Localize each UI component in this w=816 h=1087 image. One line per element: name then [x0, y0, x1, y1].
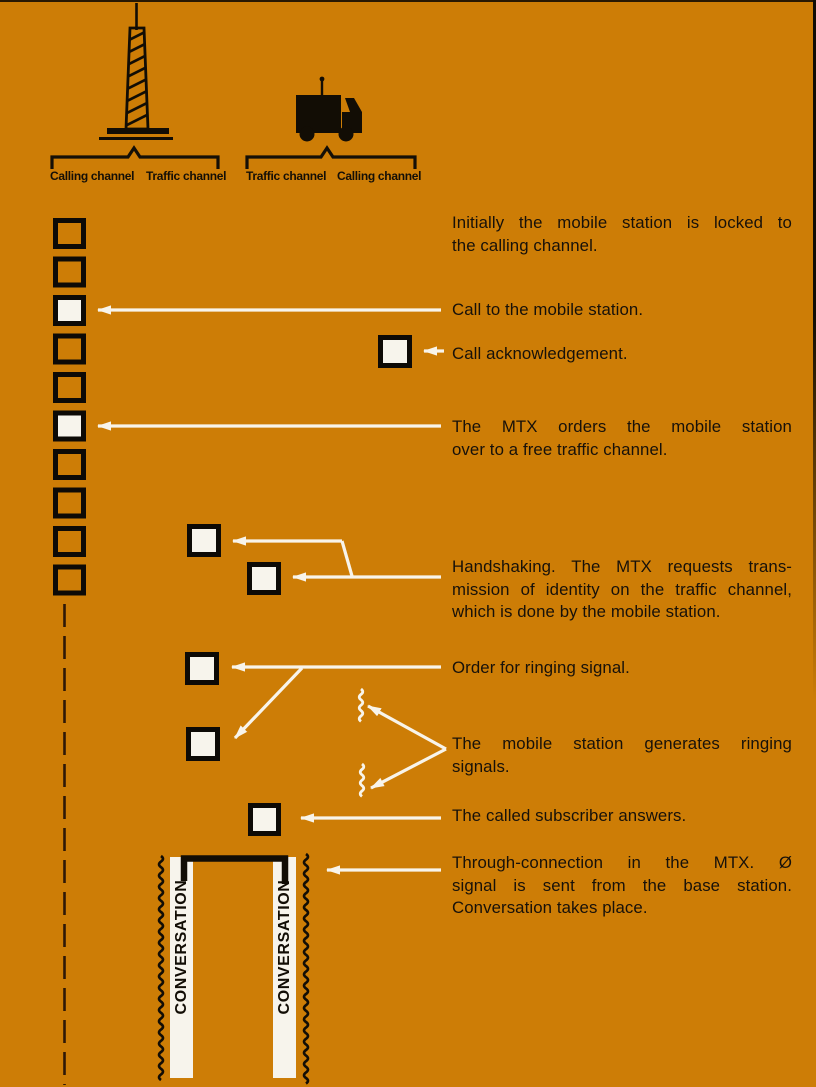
annotation-mtx-order	[452, 416, 792, 461]
ringing-squiggle-upper	[359, 689, 363, 721]
text-line: The MTX orders the mobile station	[452, 417, 792, 436]
annotation-call	[452, 299, 792, 322]
handshake-signal-square-2	[250, 565, 279, 593]
ringing-fork-arrow-upper	[368, 706, 446, 749]
channel-frame	[56, 221, 84, 247]
ringing-squiggle-lower	[360, 764, 364, 796]
ring-order-signal-square	[188, 655, 217, 683]
text-line: Call to the mobile station.	[452, 300, 644, 319]
ring-generate-signal-square	[189, 730, 218, 759]
text-line: signals.	[452, 756, 510, 776]
label-ms-traffic-channel: Traffic channel	[246, 169, 327, 183]
conversation-label-right: CONVERSATION	[275, 879, 293, 1014]
conversation-bracket	[184, 859, 285, 885]
text-line: Order for ringing signal.	[452, 658, 630, 677]
text-line: Conversation takes place.	[452, 898, 648, 917]
channel-frame	[56, 452, 84, 478]
text-line: Through-connection in the MTX. Ø	[452, 853, 792, 872]
channel-frame-call-signal	[56, 298, 84, 324]
channel-frame-order-signal	[56, 413, 84, 439]
ring-order-diagonal-arrow	[235, 668, 302, 738]
text-line: which is done by the mobile station.	[452, 602, 721, 621]
mobile-station-brace	[247, 148, 415, 169]
calling-channel-frame-column	[56, 221, 84, 594]
conversation-wavy-line-left	[159, 856, 163, 1080]
channel-frame	[56, 336, 84, 362]
page-top-edge	[0, 0, 816, 2]
annotation-ring-order	[452, 657, 792, 680]
handshake-signal-square-1	[190, 527, 219, 555]
text-line: The mobile station generates ringing	[452, 734, 792, 753]
channel-frame	[56, 259, 84, 285]
annotation-initial-lock	[452, 212, 792, 257]
ack-signal-square	[381, 338, 410, 366]
base-station-brace	[52, 148, 218, 169]
text-line: the calling channel.	[452, 235, 598, 255]
annotation-handshaking	[452, 556, 792, 624]
ringing-fork-arrow-lower	[371, 749, 446, 788]
channel-frame	[56, 529, 84, 555]
conversation-wavy-line-right	[304, 854, 308, 1084]
radio-truck-icon	[296, 77, 362, 142]
conversation-label-left: CONVERSATION	[172, 879, 190, 1014]
label-ms-calling-channel: Calling channel	[337, 169, 422, 183]
text-line: Initially the mobile station is locked to	[452, 213, 792, 232]
text-line: signal is sent from the base station.	[452, 875, 792, 895]
text-line: The called subscriber answers.	[452, 806, 687, 825]
annotation-answer	[452, 805, 792, 828]
answer-signal-square	[251, 806, 279, 834]
text-line: over to a free traffic channel.	[452, 439, 668, 459]
label-bs-calling-channel: Calling channel	[50, 169, 135, 183]
channel-frame	[56, 567, 84, 593]
annotation-through-connection	[452, 852, 792, 920]
channel-frame	[56, 490, 84, 516]
handshake-fork-connector	[342, 541, 352, 576]
channel-frame	[56, 375, 84, 401]
annotation-ringing	[452, 733, 792, 778]
annotation-ack	[452, 343, 792, 366]
text-line: Handshaking. The MTX requests trans-	[452, 557, 792, 576]
text-line: Call acknowledgement.	[452, 344, 628, 363]
label-bs-traffic-channel: Traffic channel	[146, 169, 227, 183]
text-line: mission of identity on the traffic channel,	[452, 579, 792, 599]
radio-mast-icon	[99, 3, 173, 140]
